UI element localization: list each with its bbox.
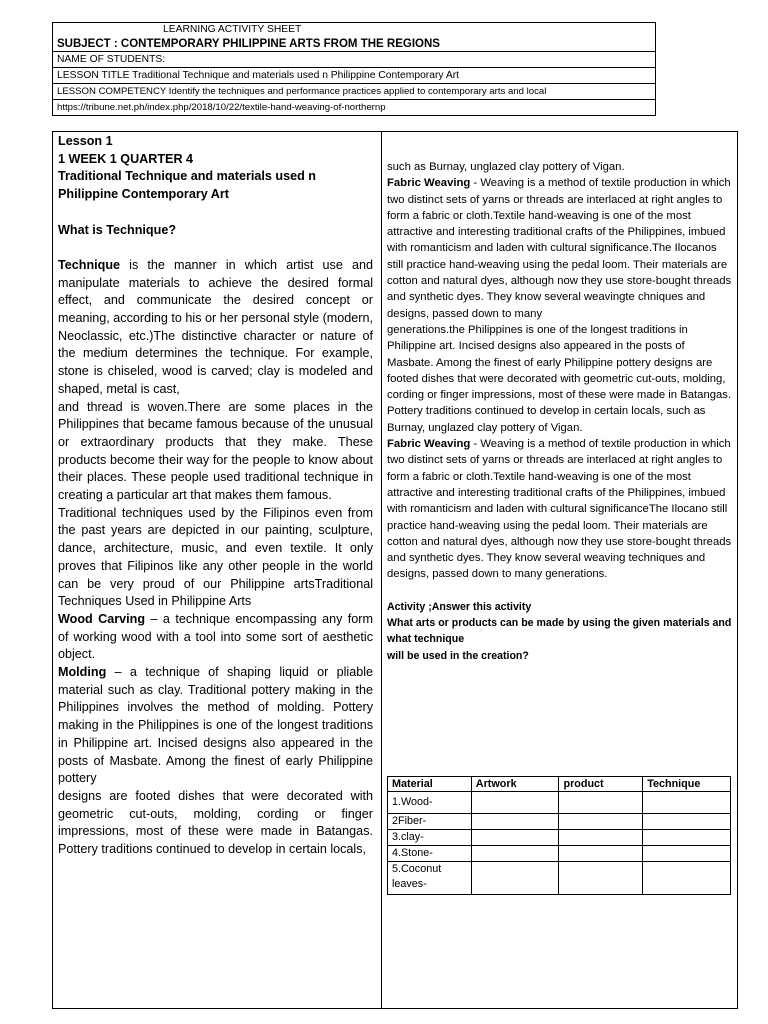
molding-paragraph (58, 664, 373, 788)
answer-cell[interactable] (643, 830, 731, 846)
column-divider (381, 131, 382, 1009)
header-artwork: Artwork (471, 777, 559, 792)
header-material: Material (388, 777, 472, 792)
table-row (388, 814, 731, 830)
header-product: product (559, 777, 643, 792)
lesson-heading: Traditional Technique and materials used n Philippine Contemporary Art (58, 169, 316, 202)
answer-cell[interactable] (471, 862, 559, 895)
molding-definition: – a technique of shaping liquid or pliable material such as clay. Traditional pottery making in the Philippines involves the method of molding. Pottery making in the Philippines is one of the longest traditions in Philippine art. Incised designs also appeared in the posts of Masbate. Among the finest of early Philippine pottery (58, 665, 373, 786)
material-cell: 4.Stone- (388, 846, 472, 862)
wood-carving-term: Wood Carving (58, 611, 146, 626)
lesson-title-line: LESSON TITLE Traditional Technique and materials used n Philippine Contemporary Art (53, 68, 655, 84)
answer-cell[interactable] (643, 846, 731, 862)
header-technique: Technique (643, 777, 731, 792)
material-cell: 5.Coconut leaves- (388, 862, 472, 895)
traditional-paragraph: Traditional techniques used by the Filipinos even from the past years are depicted in our painting, sculpture, dance, architecture, music, and even textile. It only proves that Filipinos like any other people in the world can be very proud of our Philippine artsTraditional Techniques Used in Philippine Arts (58, 505, 373, 609)
fabric-weaving-paragraph-1 (387, 175, 733, 322)
burnay-line: such as Burnay, unglazed clay pottery of Vigan. (387, 161, 625, 173)
students-line: NAME OF STUDENTS: (53, 52, 655, 68)
subject-line: SUBJECT : CONTEMPORARY PHILIPPINE ARTS FROM THE REGIONS (53, 37, 655, 52)
week-quarter: 1 WEEK 1 QUARTER 4 (58, 151, 194, 166)
answer-cell[interactable] (559, 846, 643, 862)
answer-cell[interactable] (471, 814, 559, 830)
answer-cell[interactable] (559, 830, 643, 846)
header-table (52, 22, 656, 116)
activity-block (387, 599, 733, 664)
activity-title: Activity ;Answer this activity (387, 600, 532, 613)
table-row (388, 830, 731, 846)
fabric-weaving-text-2: - Weaving is a method of textile production in which two distinct sets of yarns or threads are interlaced at right angles to form a fabric or cloth.Textile hand-weaving is one of the most attractive and interesting traditional crafts of the Philippines, imbued with romanticism and laden with cultural significanceThe Ilocano still practice hand-weaving using the pedal loom. Their materials are (387, 438, 731, 532)
right-column (387, 159, 733, 664)
technique-paragraph (58, 257, 373, 399)
competency-line: LESSON COMPETENCY Identify the techniques and performance practices applied to contemporary arts and local (53, 84, 655, 100)
activity-question-2: will be used in the creation? (387, 649, 529, 662)
source-url[interactable]: https://tribune.net.ph/index.php/2018/10/22/textile-hand-weaving-of-northernp (57, 102, 386, 113)
fabric-weaving-term-1: Fabric Weaving (387, 177, 471, 190)
activity-question: What arts or products can be made by using the given materials and what technique (387, 617, 732, 646)
material-cell: 3.clay- (388, 830, 472, 846)
table-header-row (388, 777, 731, 792)
table-row (388, 846, 731, 862)
activity-table (387, 776, 731, 895)
wood-carving-paragraph (58, 611, 373, 664)
answer-cell[interactable] (471, 830, 559, 846)
technique-question: What is Technique? (58, 222, 177, 237)
table-row (388, 792, 731, 814)
fabric-weaving-term-2: Fabric Weaving (387, 438, 471, 451)
answer-cell[interactable] (471, 846, 559, 862)
answer-cell[interactable] (471, 792, 559, 814)
answer-cell[interactable] (643, 862, 731, 895)
pottery-paragraph: designs are footed dishes that were decorated with geometric cut-outs, molding, cording or finger impressions, most of these were made in Batangas. Pottery traditions continued to develop in certain locals, (58, 788, 373, 857)
technique-definition: is the manner in which artist use and manipulate materials to achieve the desired formal effect, and communicate the desired concept or meaning, according to his or her personal style (modern, Neoclassic, etc.)The distinctive character or nature of the medium determines the technique. For example, stone is chiseled, wood is carved; clay is modeled and shaped, metal is cast, (58, 257, 374, 396)
answer-cell[interactable] (643, 814, 731, 830)
answer-cell[interactable] (559, 862, 643, 895)
fabric-weaving-paragraph-2 (387, 436, 733, 534)
answer-cell[interactable] (559, 792, 643, 814)
left-column (58, 133, 373, 859)
molding-term: Molding (58, 665, 107, 680)
lesson-number: Lesson 1 (58, 134, 113, 148)
wood-carving-definition: – a technique encompassing any form of working wood with a tool into some sort of aesthetic object. (58, 611, 373, 662)
table-row (388, 862, 731, 895)
technique-term: Technique (58, 257, 121, 272)
answer-cell[interactable] (559, 814, 643, 830)
material-cell: 2Fiber- (388, 814, 472, 830)
cotton-paragraph: cotton and natural dyes, although now they use store-bought threads and synthetic dyes. They know several weaving techniques and designs, passed down to many generations. (387, 535, 732, 581)
sheet-title: LEARNING ACTIVITY SHEET (163, 24, 302, 35)
material-cell: 1.Wood- (388, 792, 472, 814)
fabric-weaving-text-1: - Weaving is a method of textile production in which two distinct sets of yarns or threads are interlaced at right angles to form a fabric or cloth.Textile hand-weaving is one of the most attractive and interesting traditional crafts of the Philippines, imbued with romanticism and laden with cultural significance.The Ilocanos still practice hand-weaving using the pedal loom. Their materials are cotton and natural dyes, although now they use store-bought threads and synthetic dyes. They know several weavingte chniques and designs, passed down to many (387, 177, 732, 320)
generations-paragraph: generations.the Philippines is one of the longest traditions in Philippine art. Incised designs also appeared in the posts of Masbate. Among the finest of early Philippine pottery designs are footed dishes that were decorated with geometric cut-outs, molding, cording or finger impressions, most of these were made in Batangas. Pottery traditions continued to develop in certain locals, such as Burnay, unglazed clay pottery of Vigan. (387, 323, 732, 434)
answer-cell[interactable] (643, 792, 731, 814)
places-paragraph: and thread is woven.There are some places in the Philippines that became famous because of the unusual or extraordinary products that they make. These products become their way for the people to know about their places. These people used traditional technique in creating a particular art that makes them famous. (58, 399, 373, 503)
